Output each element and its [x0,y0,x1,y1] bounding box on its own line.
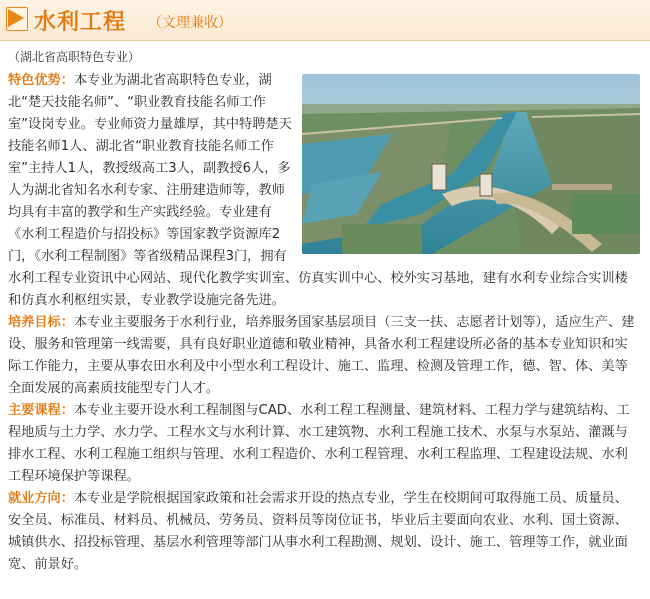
section-employment [8,488,640,576]
page-subtitle: （文理兼收） [148,15,232,31]
major-tag: （湖北省高职特色专业） [8,50,141,64]
section-goals [8,312,640,400]
section-courses [8,400,640,488]
section-label-courses: 主要课程： [8,403,74,418]
content-body [8,70,640,576]
section-label-employment: 就业方向： [8,491,74,506]
section-header [0,0,650,41]
section-label-goals: 培养目标： [8,315,74,330]
aerial-photo-illustration [302,74,640,254]
section-text-goals: 本专业主要服务于水利行业，培养服务国家基层项目（三支一扶、志愿者计划等），适应生产、建设、服务和管理第一线需要，具有良好职业道德和敬业精神，具备水利工程建设所必备的基本专业知识和实际工作能力，主要从事农田水利及中小型水利工程设计、施工、监理、检测及管理工作，德、智、体、美等全面发展的高素质技能型专门人才。 [8,315,635,396]
section-label-features: 特色优势： [8,73,74,88]
aerial-photo-canal [302,74,640,254]
page-title: 水利工程 [34,10,127,35]
play-arrow-icon-shape [8,9,24,27]
section-text-features: 本专业为湖北省高职特色专业，湖北“楚天技能名师”、“职业教育技能名师工作室”设岗专业。专业师资力量雄厚，其中特聘楚天技能名师1人、湖北省“职业教育技能名师工作室”主持人1人，教授级高工3人，副教授6人，多人为湖北省知名水利专家、注册建造师等，教师均具有丰富的教学和生产实践经验。专业建有《水利工程造价与招投标》等国家教学资源库2门，《水利工程制图》等省级精品课程3门，拥有水利工程专业资讯中心网站、现代化教学实训室、仿真实训中心、校外实习基地，建有水利专业综合实训楼和仿真水利枢纽实景，专业教学设施完备先进。 [8,73,628,308]
section-text-courses: 本专业主要开设水利工程制图与CAD、水利工程工程测量、建筑材料、工程力学与建筑结构、工程地质与土力学、水力学、工程水文与水利计算、水工建筑物、水利工程施工技术、水泵与水泵站、灌溉与排水工程、水利工程施工组织与管理、水利工程造价、水利工程管理、水利工程监理、工程建设法规、水利工程环境保护等课程。 [8,403,630,484]
section-text-employment: 本专业是学院根据国家政策和社会需求开设的热点专业，学生在校期间可取得施工员、质量员、安全员、标准员、材料员、机械员、劳务员、资料员等岗位证书，毕业后主要面向农业、水利、国土资源、城镇供水、招投标管理、基层水利管理等部门从事水利工程勘测、规划、设计、施工、管理等工作，就业面宽、前景好。 [8,491,628,572]
